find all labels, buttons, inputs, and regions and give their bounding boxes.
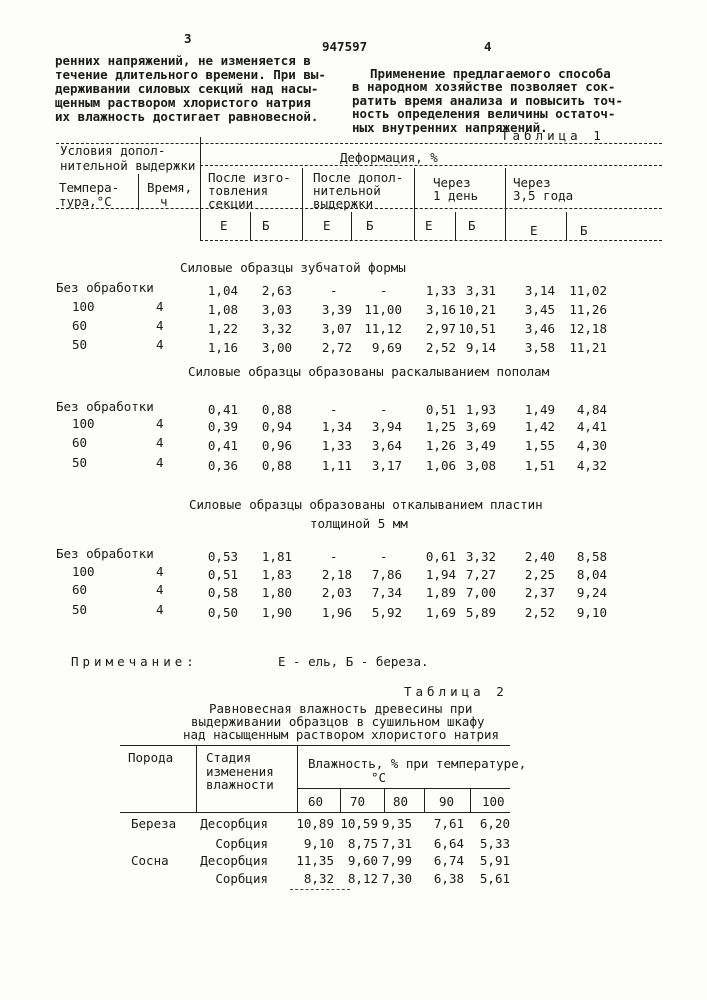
left-column-line: их влажность достигает равновесной. xyxy=(55,111,318,124)
table2-cell: 9,10 xyxy=(304,838,334,851)
table1-col-e1: Е xyxy=(220,220,228,233)
table1-cell: 0,41 xyxy=(208,404,238,417)
table1-cell: 11,26 xyxy=(569,304,607,317)
table1-temperature-line2: тура,°С xyxy=(59,196,112,209)
table1-cell: - xyxy=(330,551,338,564)
table2-title-line1: Равновесная влажность древесины при xyxy=(209,703,472,716)
table1-cell: 4,30 xyxy=(577,440,607,453)
table2-temp-90: 90 xyxy=(439,796,454,809)
table1-cell: 8,58 xyxy=(577,551,607,564)
table1-cell: 2,03 xyxy=(322,587,352,600)
table1-after-years-1: Через xyxy=(513,177,551,190)
table2-caption: Таблица 2 xyxy=(404,686,508,699)
table2-cell: 10,59 xyxy=(340,818,378,831)
left-column-line: ренних напряжений, не изменяется в xyxy=(55,55,311,68)
table1-cell: 11,21 xyxy=(569,342,607,355)
table1-col-e3: Е xyxy=(425,220,433,233)
table1-row-temperature: 100 xyxy=(72,566,95,579)
table1-cell: 9,24 xyxy=(577,587,607,600)
table1-row-time: 4 xyxy=(156,437,164,450)
table1-row-temperature: 60 xyxy=(72,584,87,597)
table1-row-time: 4 xyxy=(156,339,164,352)
left-column-line: щенным раствором хлористого натрия xyxy=(55,97,311,110)
table1-cell: 4,41 xyxy=(577,421,607,434)
table1-cell: 9,14 xyxy=(466,342,496,355)
table1-after-extra-1: После допол- xyxy=(313,172,403,185)
table2-cell: 5,91 xyxy=(480,855,510,868)
table2-cell: 6,38 xyxy=(434,873,464,886)
table1-row-condition: Без обработки xyxy=(56,401,154,414)
table2-cell: 9,35 xyxy=(382,818,412,831)
table1-cell: 4,32 xyxy=(577,460,607,473)
table1-cell: 5,92 xyxy=(372,607,402,620)
table1-cell: 8,04 xyxy=(577,569,607,582)
table2-temp-60: 60 xyxy=(308,796,323,809)
table1-cell: 3,32 xyxy=(466,551,496,564)
table1-cell: 1,34 xyxy=(322,421,352,434)
table1-cell: 2,97 xyxy=(426,323,456,336)
table2-row-stage: Сорбция xyxy=(215,838,268,851)
table1-after-extra-2: нительной xyxy=(313,185,381,198)
table1-after-day-2: 1 день xyxy=(433,190,478,203)
table1-cell: 1,25 xyxy=(426,421,456,434)
table1-cell: 12,18 xyxy=(569,323,607,336)
table1-cell: 1,94 xyxy=(426,569,456,582)
table1-cell: 7,34 xyxy=(372,587,402,600)
table2-cell: 7,31 xyxy=(382,838,412,851)
table1-cell: 0,41 xyxy=(208,440,238,453)
table1-cell: - xyxy=(380,285,388,298)
table1-cell: 1,04 xyxy=(208,285,238,298)
table2-row-species: Сосна xyxy=(131,855,169,868)
table1-after-making-2: товления xyxy=(208,185,268,198)
table1-cell: 3,46 xyxy=(525,323,555,336)
right-column-line: ных внутренних напряжений. xyxy=(352,122,548,135)
table1-col-b1: Б xyxy=(262,220,270,233)
table1-cell: 3,03 xyxy=(262,304,292,317)
table1-cell: 1,80 xyxy=(262,587,292,600)
table2-temp-70: 70 xyxy=(350,796,365,809)
table1-row-time: 4 xyxy=(156,418,164,431)
table1-cell: 1,33 xyxy=(426,285,456,298)
table1-cell: 0,88 xyxy=(262,404,292,417)
note-label: Примечание: xyxy=(71,656,198,669)
table1-row-temperature: 50 xyxy=(72,604,87,617)
table1-after-making-1: После изго- xyxy=(208,172,291,185)
table2-cell: 5,61 xyxy=(480,873,510,886)
table1-cell: 0,88 xyxy=(262,460,292,473)
table1-cell: 1,08 xyxy=(208,304,238,317)
table1-cell: 5,89 xyxy=(466,607,496,620)
note-text: Е - ель, Б - береза. xyxy=(278,656,429,669)
table1-cell: 3,31 xyxy=(466,285,496,298)
table1-cell: 0,51 xyxy=(208,569,238,582)
table2-title-line2: выдерживании образцов в сушильном шкафу xyxy=(191,716,485,729)
left-column-line: держивании силовых секций над насы- xyxy=(55,83,318,96)
table1-cell: 0,36 xyxy=(208,460,238,473)
table1-cell: 1,16 xyxy=(208,342,238,355)
table1-cell: 10,21 xyxy=(458,304,496,317)
table1-group-title: Силовые образцы зубчатой формы xyxy=(180,262,406,275)
table2-humidity-header-1: Влажность, % при температуре, xyxy=(308,758,526,771)
table1-cell: 1,51 xyxy=(525,460,555,473)
table1-cell: 3,14 xyxy=(525,285,555,298)
table1-cell: 2,63 xyxy=(262,285,292,298)
table1-cell: 2,25 xyxy=(525,569,555,582)
table1-cell: 1,06 xyxy=(426,460,456,473)
table1-deformation-header: Деформация, % xyxy=(340,152,438,165)
table1-time-line1: Время, xyxy=(147,182,192,195)
table2-cell: 8,12 xyxy=(348,873,378,886)
table1-cell: 1,93 xyxy=(466,404,496,417)
table1-cell: 7,00 xyxy=(466,587,496,600)
table2-species-header: Порода xyxy=(128,752,173,765)
table1-cell: 11,00 xyxy=(364,304,402,317)
table2-temp-80: 80 xyxy=(393,796,408,809)
table1-cell: 2,52 xyxy=(426,342,456,355)
table2-cell: 6,64 xyxy=(434,838,464,851)
table1-cell: 3,69 xyxy=(466,421,496,434)
patent-number: 947597 xyxy=(322,41,367,54)
table1-cell: 1,26 xyxy=(426,440,456,453)
table1-col-b3: Б xyxy=(468,220,476,233)
table1-cell: 3,32 xyxy=(262,323,292,336)
table1-temperature-line1: Темпера- xyxy=(59,182,119,195)
table1-cell: 11,12 xyxy=(364,323,402,336)
table1-cell: 3,08 xyxy=(466,460,496,473)
table1-after-day-1: Через xyxy=(433,177,471,190)
table2-cell: 7,30 xyxy=(382,873,412,886)
table1-cell: 3,17 xyxy=(372,460,402,473)
table2-cell: 5,33 xyxy=(480,838,510,851)
table2-cell: 6,20 xyxy=(480,818,510,831)
table1-cell: 1,55 xyxy=(525,440,555,453)
right-column-line: ратить время анализа и повысить точ- xyxy=(352,95,623,108)
table1-cell: 0,96 xyxy=(262,440,292,453)
table2-row-stage: Сорбция xyxy=(215,873,268,886)
table1-cell: 2,37 xyxy=(525,587,555,600)
page-number-left: 3 xyxy=(184,33,192,46)
table1-cell: - xyxy=(330,404,338,417)
table1-cell: 7,27 xyxy=(466,569,496,582)
page-number-right: 4 xyxy=(484,41,492,54)
table1-col-e2: Е xyxy=(323,220,331,233)
table1-cell: 7,86 xyxy=(372,569,402,582)
table2-title-line3: над насыщенным раствором хлористого натрия xyxy=(183,729,499,742)
table1-cell: 1,83 xyxy=(262,569,292,582)
table1-cell: 3,64 xyxy=(372,440,402,453)
table1-cell: 2,40 xyxy=(525,551,555,564)
table2-stage-header-2: изменения xyxy=(206,766,274,779)
table1-cell: 1,69 xyxy=(426,607,456,620)
table1-cell: 3,00 xyxy=(262,342,292,355)
table1-row-time: 4 xyxy=(156,566,164,579)
table1-cell: 3,94 xyxy=(372,421,402,434)
right-column-line: ность определения величины остаточ- xyxy=(352,108,615,121)
table1-row-time: 4 xyxy=(156,320,164,333)
table2-cell: 9,60 xyxy=(348,855,378,868)
table1-cell: 1,89 xyxy=(426,587,456,600)
table2-temp-100: 100 xyxy=(482,796,505,809)
table1-group-title: толщиной 5 мм xyxy=(310,518,408,531)
right-column-line: Применение предлагаемого способа xyxy=(370,68,611,81)
table2-stage-header-1: Стадия xyxy=(206,752,251,765)
table1-row-time: 4 xyxy=(156,301,164,314)
table1-row-time: 4 xyxy=(156,584,164,597)
table1-cell: 0,61 xyxy=(426,551,456,564)
table1-row-time: 4 xyxy=(156,457,164,470)
table1-cell: 1,81 xyxy=(262,551,292,564)
table1-group-title: Силовые образцы образованы откалыванием пластин xyxy=(189,499,543,512)
table2-cell: 11,35 xyxy=(296,855,334,868)
table1-conditions-line1: Условия допол- xyxy=(60,145,165,158)
table1-cell: 0,39 xyxy=(208,421,238,434)
table1-cell: 3,45 xyxy=(525,304,555,317)
table1-cell: 0,58 xyxy=(208,587,238,600)
table2-cell: 6,74 xyxy=(434,855,464,868)
table1-row-temperature: 60 xyxy=(72,437,87,450)
table1-cell: 1,42 xyxy=(525,421,555,434)
table1-col-e4: Е xyxy=(530,225,538,238)
table1-time-line2: ч xyxy=(160,196,168,209)
table1-cell: 1,96 xyxy=(322,607,352,620)
table1-row-temperature: 100 xyxy=(72,301,95,314)
table1-cell: 1,33 xyxy=(322,440,352,453)
table1-cell: 3,07 xyxy=(322,323,352,336)
table1-cell: 3,49 xyxy=(466,440,496,453)
table2-row-stage: Десорбция xyxy=(200,855,268,868)
table1-cell: 0,50 xyxy=(208,607,238,620)
table1-cell: 0,51 xyxy=(426,404,456,417)
table1-row-temperature: 50 xyxy=(72,457,87,470)
table1-row-condition: Без обработки xyxy=(56,548,154,561)
table1-cell: 2,72 xyxy=(322,342,352,355)
table1-col-b2: Б xyxy=(366,220,374,233)
table2-row-species: Береза xyxy=(131,818,176,831)
table1-after-extra-3: выдержки xyxy=(313,198,373,211)
table1-group-title: Силовые образцы образованы раскалыванием пополам xyxy=(188,366,549,379)
table1-cell: 0,53 xyxy=(208,551,238,564)
right-column-line: в народном хозяйстве позволяет сок- xyxy=(352,81,615,94)
table1-cell: 10,51 xyxy=(458,323,496,336)
table1-after-years-2: 3,5 года xyxy=(513,190,573,203)
table1-cell: 1,90 xyxy=(262,607,292,620)
table1-cell: 2,52 xyxy=(525,607,555,620)
table2-row-stage: Десорбция xyxy=(200,818,268,831)
table1-cell: 2,18 xyxy=(322,569,352,582)
table1-after-making-3: секции xyxy=(208,198,253,211)
table1-cell: 9,69 xyxy=(372,342,402,355)
table1-cell: 3,39 xyxy=(322,304,352,317)
table1-cell: 1,49 xyxy=(525,404,555,417)
table1-cell: 4,84 xyxy=(577,404,607,417)
table1-row-temperature: 100 xyxy=(72,418,95,431)
table2-cell: 7,61 xyxy=(434,818,464,831)
table1-cell: 1,22 xyxy=(208,323,238,336)
table1-row-condition: Без обработки xyxy=(56,282,154,295)
table1-col-b4: Б xyxy=(580,225,588,238)
table1-caption: Таблица 1 xyxy=(501,130,605,143)
table1-cell: 11,02 xyxy=(569,285,607,298)
table1-cell: 3,16 xyxy=(426,304,456,317)
table2-cell: 8,75 xyxy=(348,838,378,851)
table1-cell: 1,11 xyxy=(322,460,352,473)
table1-row-temperature: 60 xyxy=(72,320,87,333)
table1-cell: 9,10 xyxy=(577,607,607,620)
table1-cell: - xyxy=(330,285,338,298)
table1-cell: 3,58 xyxy=(525,342,555,355)
table1-cell: - xyxy=(380,551,388,564)
table2-cell: 10,89 xyxy=(296,818,334,831)
table2-cell: 7,99 xyxy=(382,855,412,868)
table1-cell: - xyxy=(380,404,388,417)
left-column-line: течение длительного времени. При вы- xyxy=(55,69,326,82)
table2-stage-header-3: влажности xyxy=(206,779,274,792)
table2-humidity-header-2: °С xyxy=(371,772,386,785)
table1-row-time: 4 xyxy=(156,604,164,617)
table2-cell: 8,32 xyxy=(304,873,334,886)
table1-conditions-line2: нительной выдержки xyxy=(60,160,195,173)
table1-cell: 0,94 xyxy=(262,421,292,434)
table1-row-temperature: 50 xyxy=(72,339,87,352)
